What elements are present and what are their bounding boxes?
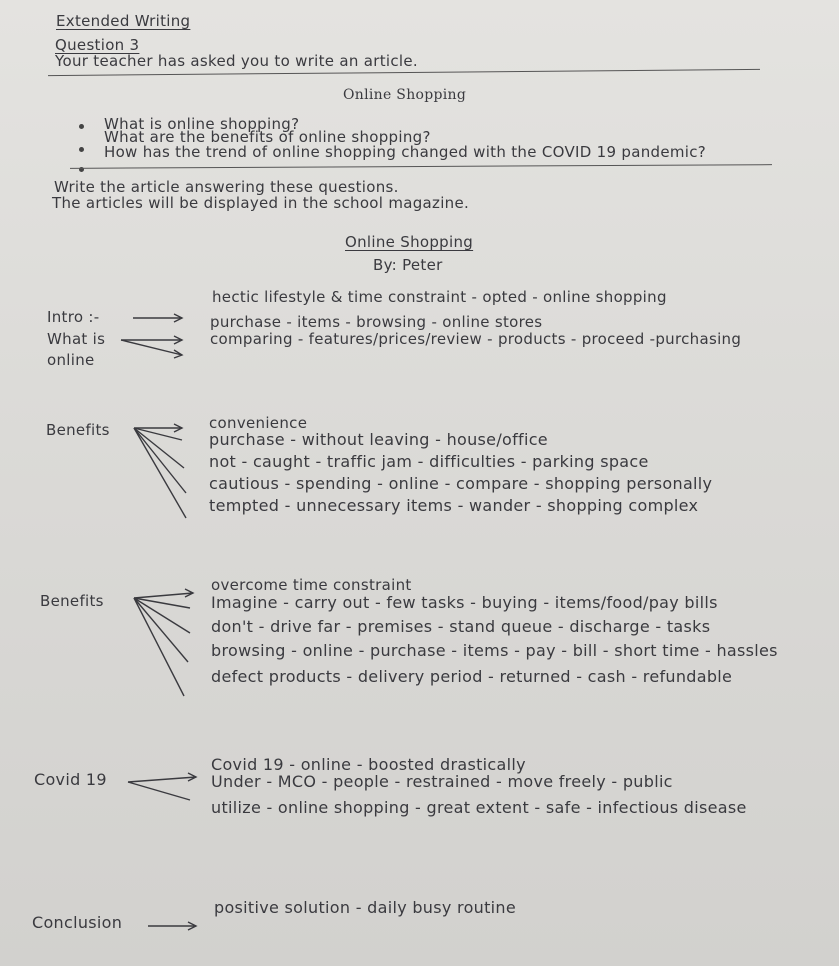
intro-note: hectic lifestyle & time constraint - opted - online shopping [212,288,667,306]
benefits-note: don't - drive far - premises - stand queue - discharge - tasks [211,617,711,636]
what-is-label: What is [47,330,106,348]
benefits-note: Imagine - carry out - few tasks - buying - items/food/pay bills [211,593,718,612]
covid-note: utilize - online shopping - great extent - safe - infectious disease [211,798,747,817]
question-item: What is online shopping? [104,115,300,133]
covid-label: Covid 19 [34,770,107,789]
arrow-icon [148,922,196,930]
instruction-text: The articles will be displayed in the school magazine. [52,194,470,212]
benefits-note: cautious - spending - online - compare - shopping personally [209,474,713,493]
benefits-note: overcome time constraint [211,576,412,594]
conclusion-note: positive solution - daily busy routine [214,898,517,917]
intro-label: Intro :- [47,308,100,326]
benefits-note: browsing - online - purchase - items - pay - bill - short time - hassles [211,641,778,660]
what-is-label: online [47,351,95,369]
arrow-icon [121,340,182,358]
question-number: Question 3 [55,36,140,54]
covid-note: Covid 19 - online - boosted drastically [211,755,526,774]
benefits-note: convenience [209,414,308,432]
benefits-note: defect products - delivery period - returned - cash - refundable [211,667,733,686]
benefits-note: tempted - unnecessary items - wander - shopping complex [209,496,699,515]
covid-note: Under - MCO - people - restrained - move freely - public [211,772,673,791]
arrow-icon [128,773,196,800]
arrow-icon [133,314,182,322]
benefits-label: Benefits [40,592,104,610]
article-byline: By: Peter [373,256,443,274]
benefits-note: not - caught - traffic jam - difficulties - parking space [209,452,649,471]
benefits-note: purchase - without leaving - house/office [209,430,548,449]
section-title: Extended Writing [56,12,191,30]
what-is-note: purchase - items - browsing - online stores [210,313,543,331]
question-item: What are the benefits of online shopping? [104,128,431,146]
instruction-text: Write the article answering these questions. [54,178,399,196]
article-title: Online Shopping [345,233,474,251]
conclusion-label: Conclusion [32,913,123,932]
question-item: How has the trend of online shopping changed with the COVID 19 pandemic? [104,143,707,161]
arrow-icon [134,589,193,696]
task-prompt: Your teacher has asked you to write an article. [55,52,418,70]
what-is-note: comparing - features/prices/review - products - proceed -purchasing [210,330,742,348]
benefits-label: Benefits [46,421,110,439]
arrow-icon [134,424,186,518]
topic-heading: Online Shopping [343,87,467,103]
